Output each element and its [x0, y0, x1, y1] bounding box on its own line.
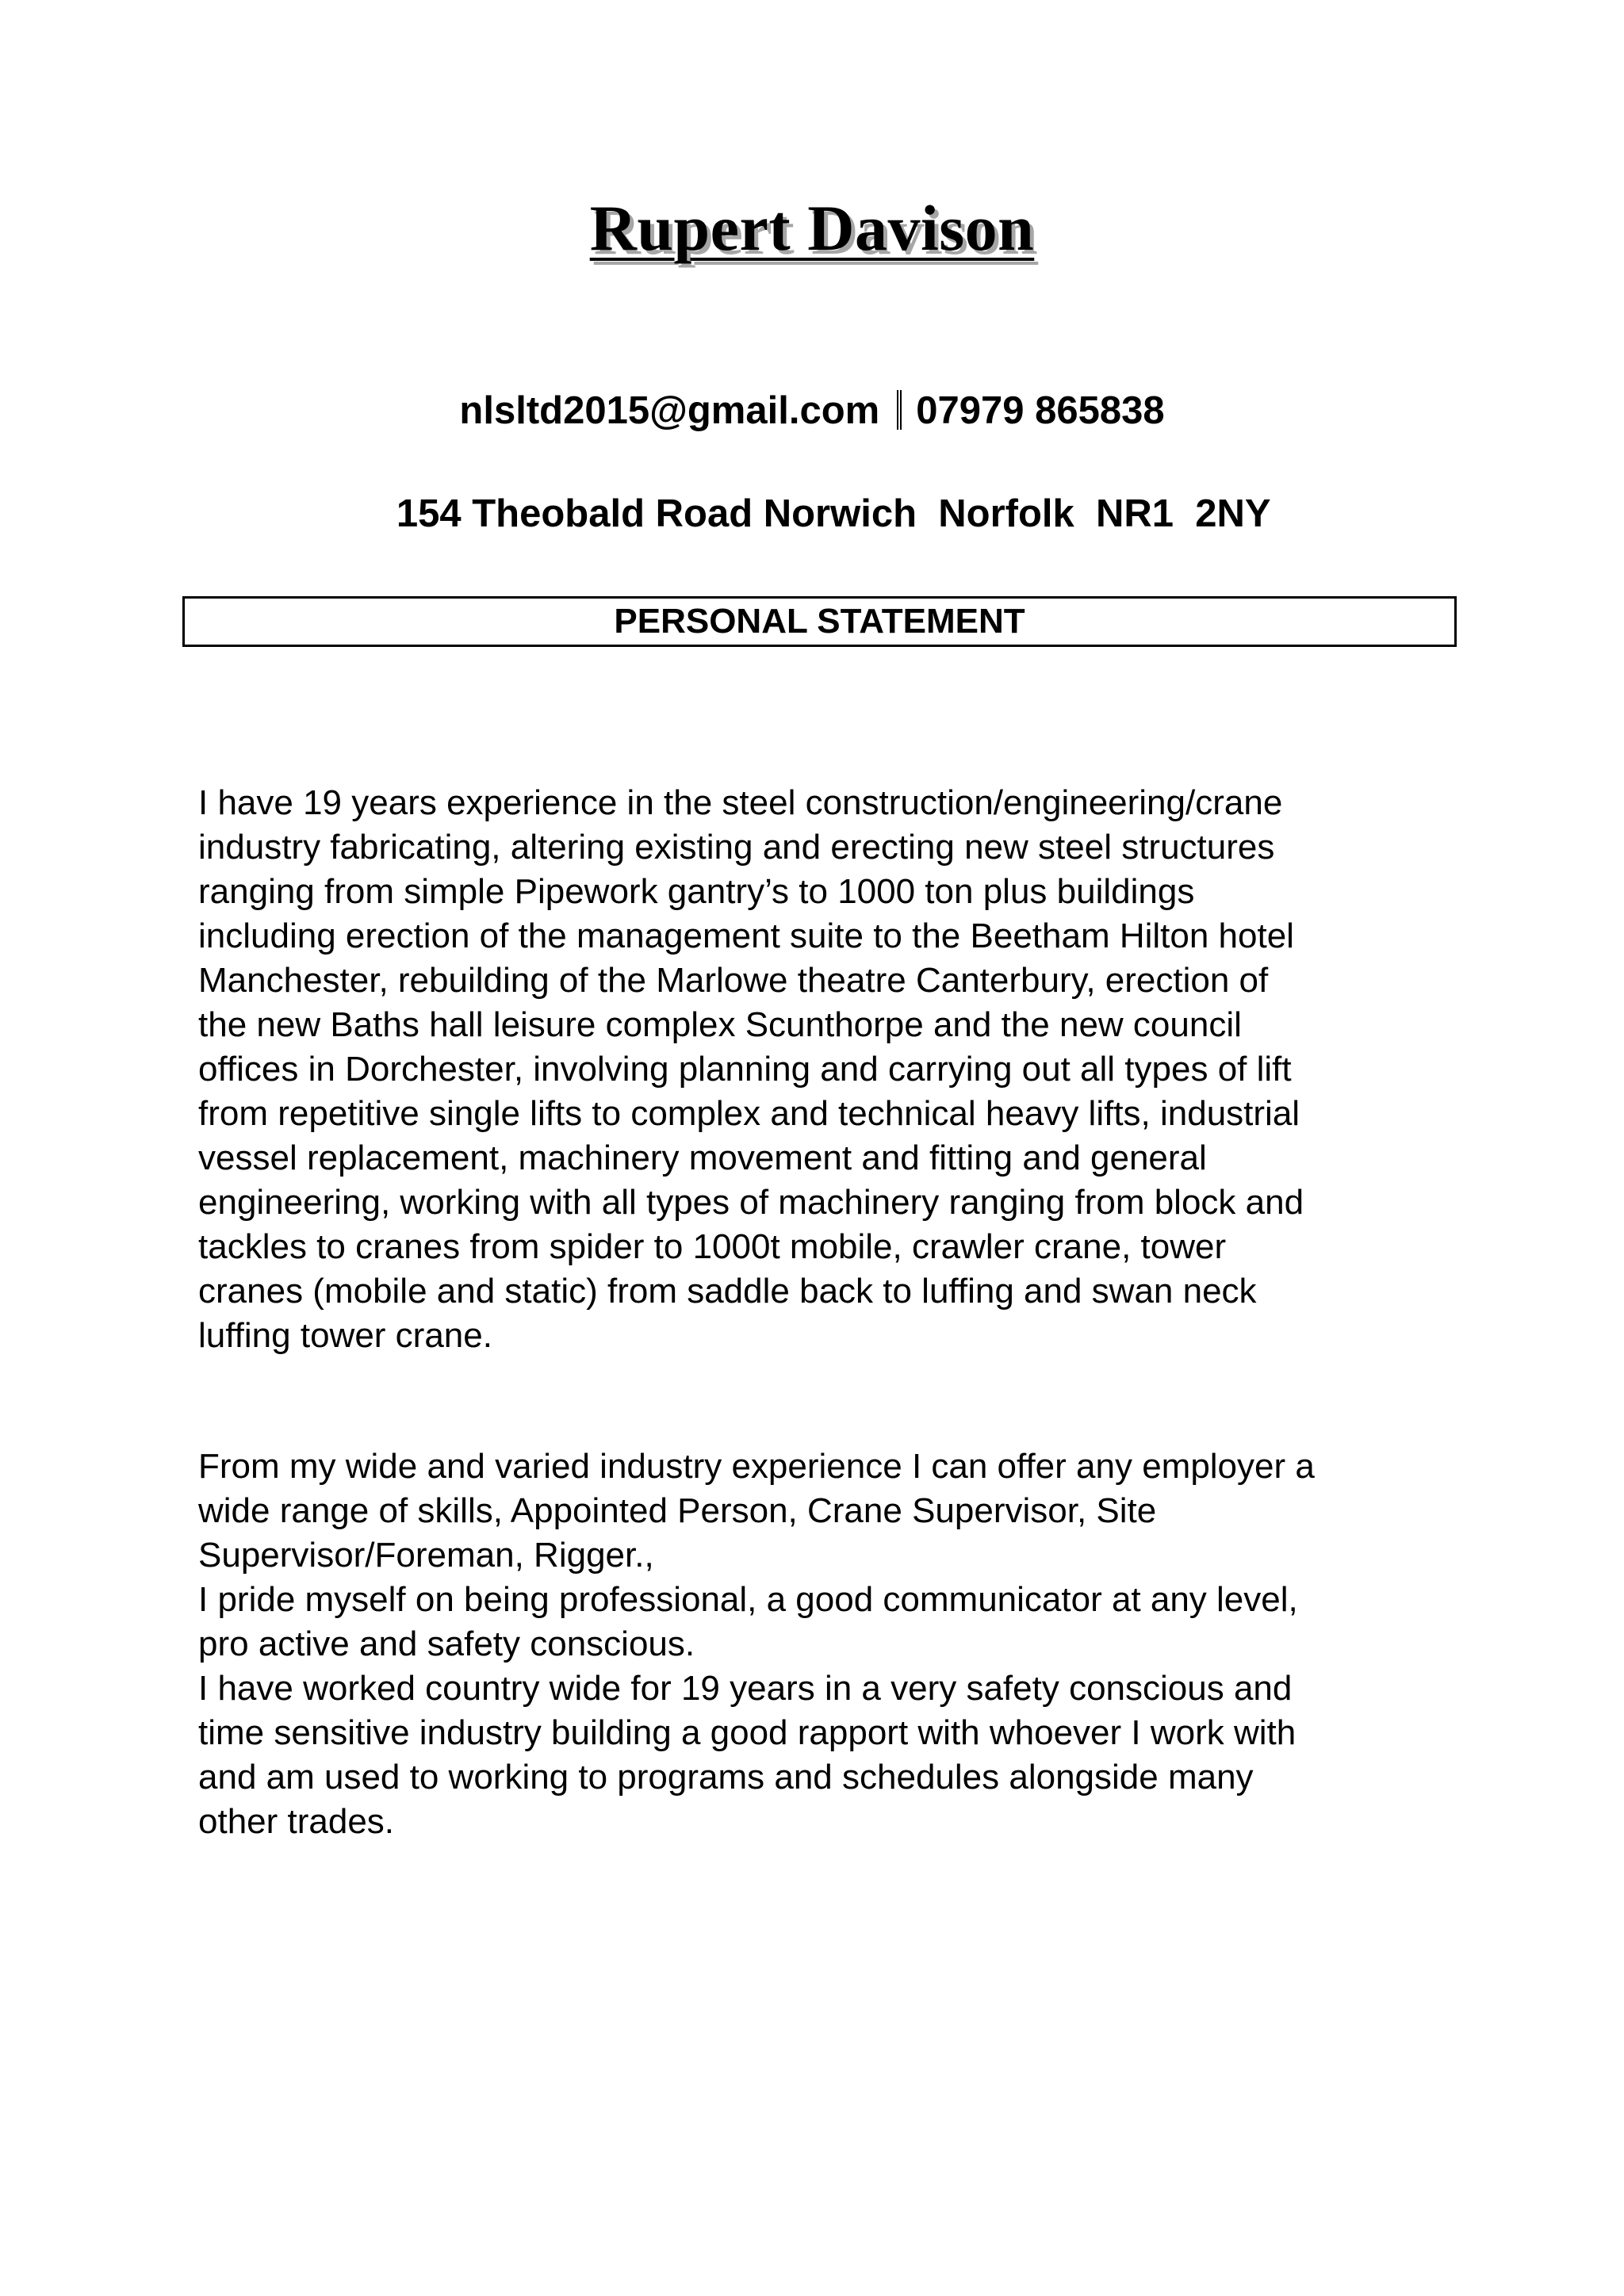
postal-address	[0, 442, 1624, 585]
email-address: nlsltd2015@gmail.com	[459, 389, 880, 432]
paragraph-line: luffing tower crane.	[198, 1316, 492, 1355]
paragraph-line: engineering, working with all types of machinery ranging from block and	[198, 1183, 1304, 1222]
paragraph-line: From my wide and varied industry experience I can offer any employer a	[198, 1447, 1315, 1486]
section-heading-personal-statement: PERSONAL STATEMENT	[182, 596, 1457, 647]
address-text: 154 Theobald Road Norwich Norfolk NR1 2NY	[396, 492, 1271, 535]
paragraph-line: Supervisor/Foreman, Rigger.,	[198, 1536, 654, 1575]
statement-paragraph-1	[198, 781, 1483, 1358]
paragraph-line: I have 19 years experience in the steel construction/engineering/crane	[198, 783, 1283, 822]
phone-number: 07979 865838	[916, 389, 1165, 432]
paragraph-line: other trades.	[198, 1802, 395, 1841]
paragraph-line: Manchester, rebuilding of the Marlowe theatre Canterbury, erection of	[198, 961, 1269, 1000]
paragraph-line: from repetitive single lifts to complex and technical heavy lifts, industrial	[198, 1094, 1300, 1133]
paragraph-line: offices in Dorchester, involving planning and carrying out all types of lift	[198, 1050, 1292, 1089]
paragraph-line: industry fabricating, altering existing and erecting new steel structures	[198, 828, 1275, 867]
paragraph-line: vessel replacement, machinery movement and fitting and general	[198, 1138, 1207, 1177]
paragraph-line: time sensitive industry building a good rapport with whoever I work with	[198, 1713, 1297, 1752]
paragraph-line: I pride myself on being professional, a good communicator at any level,	[198, 1580, 1298, 1619]
statement-paragraph-2	[198, 1445, 1483, 1844]
candidate-name: Rupert Davison	[589, 192, 1035, 264]
paragraph-line: I have worked country wide for 19 years in a very safety conscious and	[198, 1669, 1293, 1708]
paragraph-line: pro active and safety conscious.	[198, 1624, 695, 1663]
paragraph-line: including erection of the management suite to the Beetham Hilton hotel	[198, 916, 1294, 955]
paragraph-line: cranes (mobile and static) from saddle back to luffing and swan neck	[198, 1272, 1257, 1311]
paragraph-line: and am used to working to programs and schedules alongside many	[198, 1758, 1254, 1797]
paragraph-line: wide range of skills, Appointed Person, Crane Supervisor, Site	[198, 1491, 1157, 1530]
paragraph-line: the new Baths hall leisure complex Scunthorpe and the new council	[198, 1005, 1242, 1044]
separator-bar	[897, 390, 902, 430]
paragraph-line: tackles to cranes from spider to 1000t mobile, crawler crane, tower	[198, 1227, 1227, 1266]
paragraph-line: ranging from simple Pipework gantry’s to 1000 ton plus buildings	[198, 872, 1195, 911]
contact-line-email-phone	[0, 387, 1624, 434]
